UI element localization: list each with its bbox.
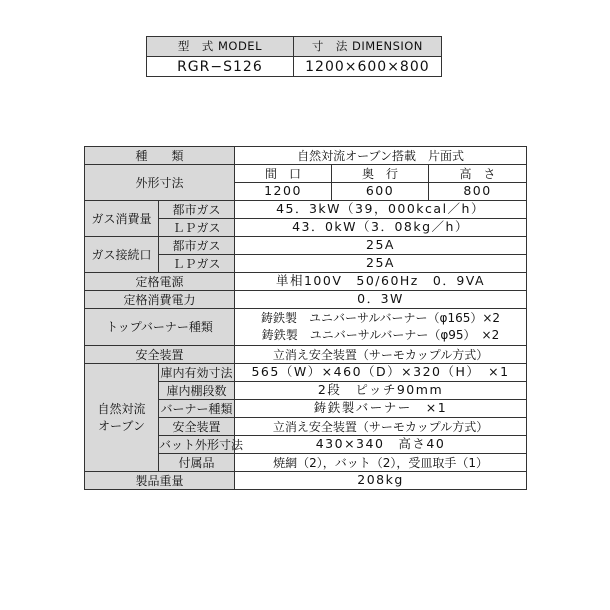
dimension-value: 1200×600×800 — [293, 57, 441, 77]
height-value: 800 — [429, 183, 527, 201]
gas-connection-city-label: 都市ガス — [159, 237, 235, 255]
oven-row-value: 鋳鉄製バーナー ×1 — [235, 400, 527, 418]
gas-consumption-city-value: 45．3kW（39，000kcal／h） — [235, 201, 527, 219]
gas-connection-city-value: 25A — [235, 237, 527, 255]
gas-consumption-label: ガス消費量 — [85, 201, 159, 237]
oven-row-label: 庫内有効寸法 — [160, 365, 233, 380]
gas-connection-lp-value: 25A — [235, 255, 527, 273]
oven-row-value: 430×340 高さ40 — [235, 436, 527, 454]
oven-row-label: 庫内棚段数 — [159, 382, 235, 400]
type-label: 種 類 — [85, 147, 235, 165]
power-consumption-label: 定格消費電力 — [85, 291, 235, 309]
gas-connection-label: ガス接続口 — [85, 237, 159, 273]
oven-row-value: 2段 ピッチ90mm — [235, 382, 527, 400]
depth-header: 奥 行 — [332, 165, 429, 183]
oven-row-label: 安全装置 — [159, 418, 235, 436]
depth-value: 600 — [332, 183, 429, 201]
gas-connection-lp-label: ＬＰガス — [159, 255, 235, 273]
dimension-header: 寸 法 DIMENSION — [293, 37, 441, 57]
type-value: 自然対流オーブン搭載 片面式 — [235, 147, 527, 165]
spec-table — [84, 146, 527, 490]
safety-value: 立消え安全装置（サーモカップル方式） — [235, 346, 527, 364]
oven-row-label: 付属品 — [159, 454, 235, 472]
model-value: RGR−S126 — [147, 57, 294, 77]
height-header: 高 さ — [429, 165, 527, 183]
oven-row-value: 立消え安全装置（サーモカップル方式） — [235, 418, 527, 436]
outer-dimension-label: 外形寸法 — [85, 165, 235, 201]
gas-consumption-lp-label: ＬＰガス — [159, 219, 235, 237]
safety-label: 安全装置 — [85, 346, 235, 364]
power-label: 定格電源 — [85, 273, 235, 291]
power-value: 単相100V 50/60Hz 0．9VA — [235, 273, 527, 291]
top-burner-label: トップバーナー種類 — [85, 309, 235, 346]
oven-label-line-2: オーブン — [98, 418, 145, 433]
gas-consumption-lp-value: 43．0kW（3．08kg／h） — [235, 219, 527, 237]
width-value: 1200 — [235, 183, 332, 201]
weight-label: 製品重量 — [85, 472, 235, 490]
weight-value: 208kg — [235, 472, 527, 490]
model-header: 型 式 MODEL — [147, 37, 294, 57]
top-burner-line-1: 鋳鉄製 ユニバーサルバーナー（φ165）×2 — [260, 311, 501, 325]
oven-label-line-1: 自然対流 — [97, 401, 146, 416]
oven-row-value: 焼網（2），バット（2），受皿取手（1） — [235, 454, 527, 472]
gas-consumption-city-label: 都市ガス — [159, 201, 235, 219]
model-dimension-table — [146, 36, 442, 77]
width-header: 間 口 — [235, 165, 332, 183]
oven-label — [85, 364, 159, 472]
oven-row-label: バット外形寸法 — [159, 437, 244, 452]
top-burner-line-2: 鋳鉄製 ユニバーサルバーナー（φ95） ×2 — [261, 328, 500, 342]
top-burner-value — [235, 309, 527, 346]
oven-row-label: バーナー種類 — [160, 401, 233, 416]
oven-row-value: 565（W）×460（D）×320（H） ×1 — [235, 364, 527, 382]
power-consumption-value: 0．3W — [235, 291, 527, 309]
